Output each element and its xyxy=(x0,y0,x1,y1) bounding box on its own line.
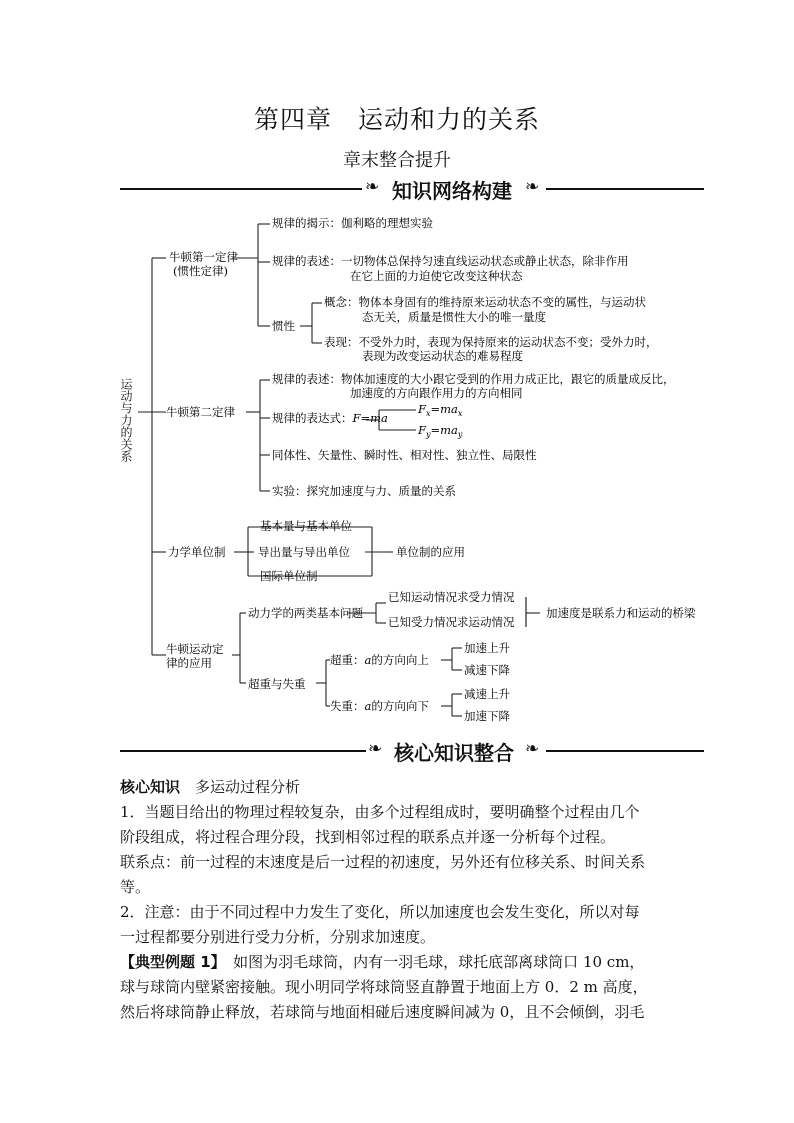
node-law-revealed: 规律的揭示：伽利略的理想实验 xyxy=(272,216,433,230)
paragraph-1: 1．当题目给出的物理过程较复杂，由多个过程组成时，要明确整个过程由几个 阶段组成，将过程合理分段，找到相邻过程的联系点并逐一分析每个过程。 联系点：前一过程的末速度是后一过程的初速度，另外还有位移关系、时间关系 等。 2．注意：由于不同过程中力发生了变化，所以加速度也会发生变化，所以对每 一过程都要分别进行受力分析，分别求加速度。 【典型例题 1】 如图为羽毛球筒，内有一羽毛球，球托底部离球筒口 10 cm， 球与球筒内壁紧密接触。现小明同学将球筒竖直静置于地面上方 0．2 m 高度， 然后将球筒静止释放，若球筒与地面相碰后速度瞬间减为 0，且不会倾倒，羽毛 xyxy=(120,803,648,1021)
node-weightlessness: 失重：a的方向向下 xyxy=(330,699,429,713)
node-law-statement-1b: 在它上面的力迫使它改变这种状态 xyxy=(350,269,523,283)
node-accelerate-up: 加速上升 xyxy=(464,641,510,655)
node-law-statement-1: 规律的表述：一切物体总保持匀速直线运动状态或静止状态，除非作用 xyxy=(272,254,629,268)
chapter-title: 第四章 运动和力的关系 xyxy=(253,105,540,134)
node-second-law-statement: 规律的表述：物体加速度的大小跟它受到的作用力成正比，跟它的质量成反比， xyxy=(272,372,675,386)
node-decelerate-down: 减速下降 xyxy=(464,663,510,677)
section-title: 核心知识整合 xyxy=(394,741,514,765)
core-knowledge-heading: 核心知识 多运动过程分析 xyxy=(120,778,301,796)
node-fx-equation: $F_x=ma_x$ xyxy=(418,402,463,418)
example-tag: 【典型例题 1】 xyxy=(120,953,219,971)
node-derived-units: 导出量与导出单位 xyxy=(258,545,350,559)
node-newton-second-law: 牛顿第二定律 xyxy=(166,405,235,419)
node-overweight: 超重：a的方向向上 xyxy=(330,653,429,667)
node-decelerate-up: 减速上升 xyxy=(464,687,510,701)
node-acceleration-bridge: 加速度是联系力和运动的桥梁 xyxy=(546,606,696,620)
ornament-right-icon: ❧ xyxy=(525,177,540,197)
node-second-law-properties: 同体性、矢量性、瞬时性、相对性、独立性、局限性 xyxy=(272,448,537,462)
node-fy-equation: $F_y=ma_y$ xyxy=(418,423,463,439)
node-si-units: 国际单位制 xyxy=(260,569,318,583)
node-second-law-experiment: 实验：探究加速度与力、质量的关系 xyxy=(272,484,456,498)
node-inertia: 惯性 xyxy=(272,319,295,333)
node-inertia-manifestation-b: 表现为改变运动状态的难易程度 xyxy=(362,349,523,363)
mindmap-root-label: 运动与力的关系 xyxy=(119,378,133,462)
chapter-subtitle: 章末整合提升 xyxy=(343,150,451,171)
section-rule-right xyxy=(546,750,704,752)
section-title: 知识网络构建 xyxy=(392,179,512,203)
ornament-left-icon: ❧ xyxy=(368,739,383,759)
node-unit-system: 力学单位制 xyxy=(168,545,226,559)
node-force-to-motion: 已知受力情况求运动情况 xyxy=(388,615,515,629)
node-newton-laws-application: 牛顿运动定 xyxy=(166,642,224,656)
node-second-law-expression: 规律的表达式：F=ma xyxy=(272,411,388,425)
node-inertia-concept-b: 态无关，质量是惯性大小的唯一量度 xyxy=(362,310,546,324)
ornament-left-icon: ❧ xyxy=(365,177,380,197)
node-second-law-statement-b: 加速度的方向跟作用力的方向相同 xyxy=(350,386,523,400)
node-overweight-weightlessness: 超重与失重 xyxy=(248,677,306,691)
node-inertia-concept: 概念：物体本身固有的维持原来运动状态不变的属性，与运动状 xyxy=(324,295,646,309)
node-newton-laws-application-b: 律的应用 xyxy=(166,656,212,670)
node-newton-first-law: 牛顿第一定律 xyxy=(169,250,238,264)
node-inertia-manifestation: 表现：不受外力时，表现为保持原来的运动状态不变；受外力时， xyxy=(324,335,658,349)
section-rule-left xyxy=(120,750,366,752)
node-unit-application: 单位制的应用 xyxy=(396,545,465,559)
node-accelerate-down: 加速下降 xyxy=(464,709,510,723)
node-inertia-law: (惯性定律) xyxy=(173,264,228,278)
node-base-units: 基本量与基本单位 xyxy=(260,519,352,533)
node-two-dynamics-problems: 动力学的两类基本问题 xyxy=(248,606,363,620)
ornament-right-icon: ❧ xyxy=(525,739,540,759)
node-motion-to-force: 已知运动情况求受力情况 xyxy=(388,590,515,604)
